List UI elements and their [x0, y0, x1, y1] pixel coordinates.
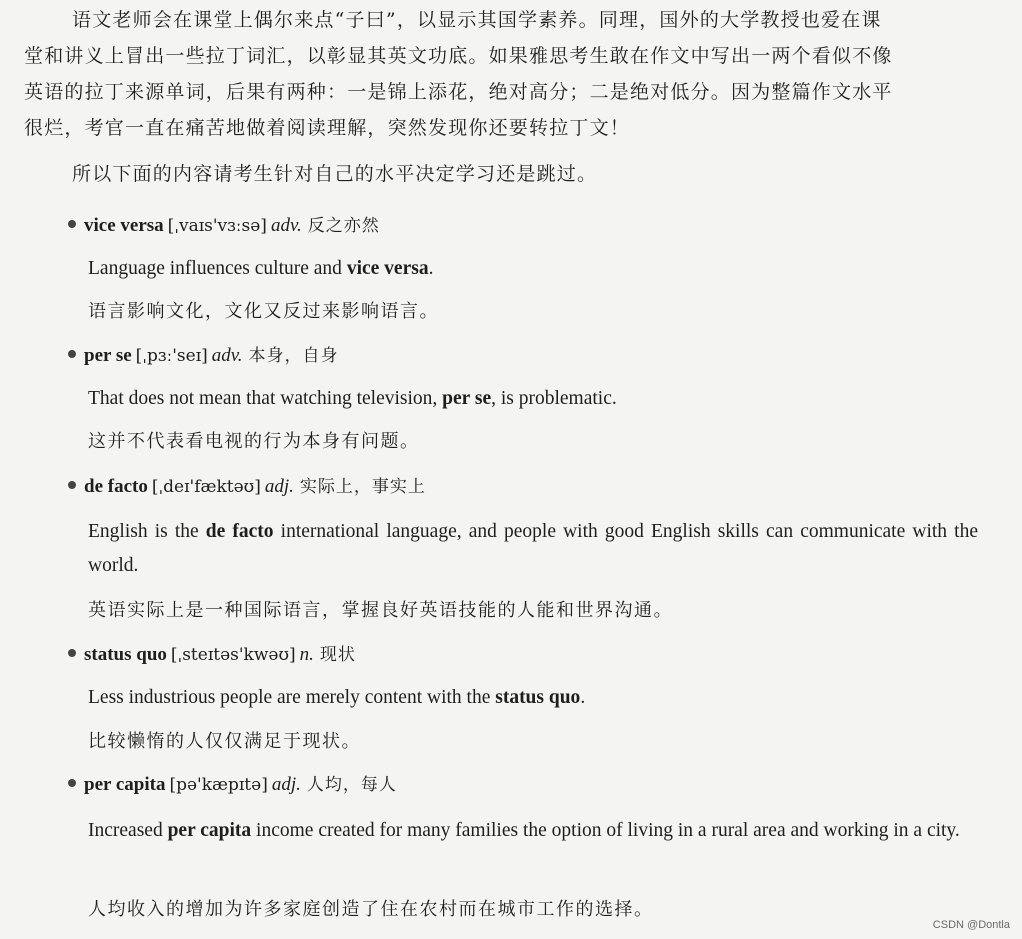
phonetic: [ˌvaɪs'vɜːsə] [167, 216, 267, 236]
bullet-icon [68, 220, 76, 228]
example-english [88, 382, 978, 416]
phonetic: [ˌsteɪtəs'kwəʊ] [170, 645, 296, 665]
part-of-speech: adj. [271, 774, 301, 795]
part-of-speech: adj. [264, 476, 294, 497]
example-text: . [428, 258, 434, 279]
bullet-icon [68, 481, 76, 489]
entry-heading-vice-versa [68, 211, 978, 240]
meaning: 实际上，事实上 [299, 477, 426, 497]
example-english [88, 681, 978, 715]
example-english [88, 252, 978, 286]
example-chinese: 这并不代表看电视的行为本身有问题。 [88, 431, 420, 452]
example-chinese: 比较懒惰的人仅仅满足于现状。 [88, 731, 361, 752]
intro-paragraph [24, 2, 984, 146]
example-text: income created for many families the option of living in a rural area and working in a city. [251, 820, 960, 841]
meaning: 人均，每人 [306, 775, 397, 795]
phonetic: [pə'kæpɪtə] [169, 775, 268, 795]
example-term: status quo [495, 687, 581, 708]
example-text: , is problematic. [491, 388, 617, 409]
phonetic: [ˌdeɪ'fæktəʊ] [151, 477, 261, 497]
phonetic: [ˌpɜː'seɪ] [135, 346, 208, 366]
meaning: 现状 [319, 645, 356, 665]
term: status quo [84, 644, 167, 665]
entry-heading-de-facto [68, 472, 978, 501]
meaning: 反之亦然 [307, 216, 380, 236]
example-term: per se [442, 388, 492, 409]
intro-line: 堂和讲义上冒出一些拉丁词汇，以彰显其英文功底。如果雅思考生敢在作文中写出一两个看似不像 [24, 45, 893, 67]
example-text: Increased [88, 820, 168, 841]
example-english [88, 814, 978, 848]
term: de facto [84, 476, 148, 497]
meaning: 本身，自身 [248, 346, 339, 366]
intro-line: 所以下面的内容请考生针对自己的水平决定学习还是跳过。 [72, 163, 598, 185]
intro-line: 很烂，考官一直在痛苦地做着阅读理解，突然发现你还要转拉丁文！ [24, 117, 631, 139]
example-text: . [580, 687, 586, 708]
example-text: Less industrious people are merely content with the [88, 687, 496, 708]
term: per capita [84, 774, 166, 795]
bullet-icon [68, 350, 76, 358]
part-of-speech: n. [299, 644, 314, 665]
example-text: English is the [88, 521, 206, 542]
example-chinese: 语言影响文化，文化又反过来影响语言。 [88, 301, 439, 322]
example-term: vice versa [346, 258, 429, 279]
example-term: per capita [167, 820, 252, 841]
part-of-speech: adv. [211, 345, 243, 366]
example-text: international language, and people with good English skills can communicate with the world. [88, 521, 978, 576]
intro-line: 语文老师会在课堂上偶尔来点“子曰”，以显示其国学素养。同理，国外的大学教授也爱在课 [72, 9, 882, 31]
bullet-icon [68, 649, 76, 657]
term: vice versa [84, 215, 164, 236]
entry-heading-status-quo [68, 640, 978, 669]
example-term: de facto [205, 521, 274, 542]
example-text: Language influences culture and [88, 258, 347, 279]
watermark-text: CSDN @Dontla [932, 919, 1010, 931]
bullet-icon [68, 779, 76, 787]
intro-line: 英语的拉丁来源单词，后果有两种：一是锦上添花，绝对高分；二是绝对低分。因为整篇作文水平 [24, 81, 893, 103]
entry-heading-per-se [68, 341, 978, 370]
entry-heading-per-capita [68, 770, 978, 799]
term: per se [84, 345, 132, 366]
example-english [88, 515, 978, 583]
part-of-speech: adv. [270, 215, 302, 236]
intro-note [24, 156, 984, 192]
example-text: That does not mean that watching television, [88, 388, 443, 409]
example-chinese: 英语实际上是一种国际语言，掌握良好英语技能的人能和世界沟通。 [88, 600, 673, 621]
example-chinese: 人均收入的增加为许多家庭创造了住在农村而在城市工作的选择。 [88, 899, 654, 920]
